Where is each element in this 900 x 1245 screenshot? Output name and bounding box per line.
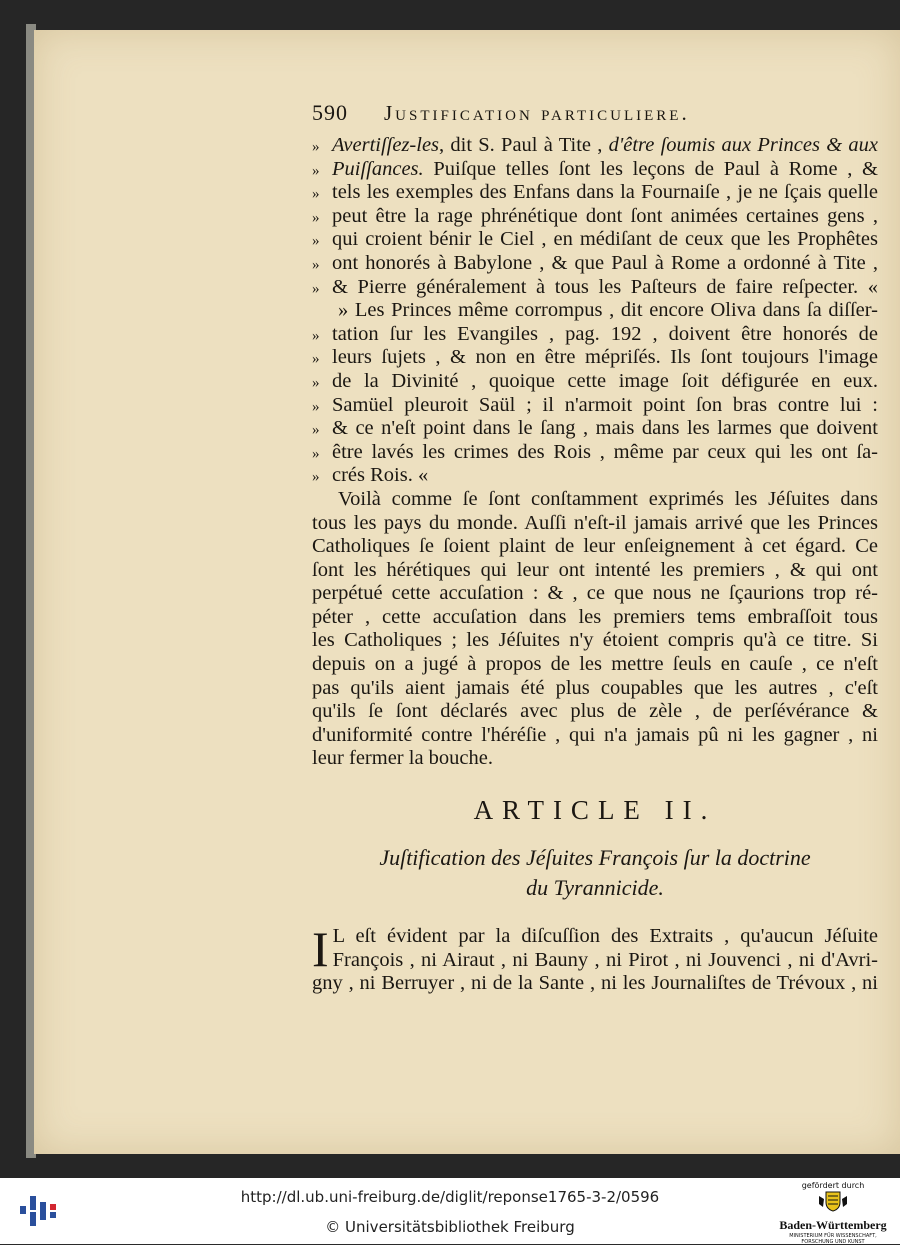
text-segment: qui croient bénir le Ciel , en médiſant de ceux que les Prophêtes — [332, 228, 878, 251]
quote-mark: » — [312, 162, 320, 179]
text-line — [312, 512, 878, 536]
text-segment: les Catholiques ; les Jéſuites n'y étoient compris qu'à ce titre. Si — [312, 629, 878, 652]
text-line — [312, 346, 878, 370]
viewer-footer — [0, 1178, 900, 1244]
quote-mark: » — [312, 445, 320, 462]
closing-line: gny , ni Berruyer , ni de la Sante , ni les Journaliſtes de Trévoux , ni — [312, 972, 878, 995]
text-line — [312, 488, 878, 512]
text-segment: leur fermer la bouche. — [312, 747, 493, 770]
text-line — [312, 228, 878, 252]
text-segment: & Pierre généralement à tous les Paſteurs de faire reſpecter. « — [332, 275, 878, 298]
closing-line: L eſt évident par la diſcuſſion des Extraits , qu'aucun Jéſuite — [332, 925, 878, 948]
text-line — [312, 653, 878, 677]
quote-mark: » — [312, 398, 320, 415]
text-line — [312, 299, 878, 323]
text-line — [312, 134, 878, 158]
drop-cap: I — [312, 921, 329, 978]
text-segment: Voilà comme ſe ſont conſtamment exprimés les Jéſuites dans — [338, 487, 878, 510]
text-segment: , dit S. Paul à Tite , — [439, 134, 609, 156]
page-text — [312, 100, 878, 996]
copyright-notice: © Universitätsbibliothek Freiburg — [325, 1218, 575, 1236]
text-segment: tation ſur les Evangiles , pag. 192 , doivent être honorés de — [332, 322, 878, 345]
text-segment: tous les pays du monde. Auſſi n'eſt-il jamais arrivé que les Princes — [312, 511, 878, 534]
text-segment: péter , cette accuſation dans les premiers tems embraſſoit tous — [312, 605, 878, 628]
text-segment: de la Divinité , quoique cette image ſoit défigurée en eux. — [332, 369, 878, 392]
text-line — [312, 629, 878, 653]
quote-mark: » — [312, 209, 320, 226]
text-segment: d'uniformité contre l'héréſie , qui n'a jamais pû ni les gagner , ni — [312, 723, 878, 746]
text-line — [312, 417, 878, 441]
sponsor-label: gefördert durch — [801, 1181, 865, 1190]
body-text — [312, 134, 878, 771]
text-segment: crés Rois. « — [332, 464, 429, 487]
page-number: 590 — [312, 100, 348, 125]
sponsor-ministry: MINISTERIUM FÜR WISSENSCHAFT, FORSCHUNG UND KUNST — [789, 1233, 877, 1245]
text-segment: être lavés les crimes des Rois , même par ceux qui les ont ſa- — [332, 440, 878, 463]
text-line — [312, 252, 878, 276]
text-line — [312, 181, 878, 205]
quote-mark: » — [312, 233, 320, 250]
text-segment: & ce n'eſt point dans le ſang , mais dans les larmes que doivent — [332, 417, 878, 440]
sponsor-block — [774, 1181, 892, 1245]
text-line — [312, 205, 878, 229]
article-subtitle-line-1: Juſtification des Jéſuites François ſur la doctrine — [379, 845, 811, 871]
quote-mark: » — [312, 139, 320, 155]
coat-of-arms-icon — [816, 1190, 850, 1212]
text-line — [312, 535, 878, 559]
text-line — [312, 394, 878, 418]
closing-paragraph — [312, 921, 878, 996]
text-segment: tels les exemples des Enfans dans la Fournaiſe , je ne ſçais quelle — [332, 181, 878, 204]
text-segment: peut être la rage phrénétique dont ſont animées certaines gens , — [332, 204, 878, 227]
quote-mark: » — [312, 256, 320, 273]
text-segment: pas qu'ils aient jamais été plus coupables que les autres , c'eſt — [312, 676, 878, 699]
text-line — [312, 724, 878, 748]
text-segment: depuis on a jugé à propos de les mettre ſeuls en cauſe , ce n'eſt — [312, 653, 878, 676]
text-line — [312, 747, 878, 771]
text-line — [312, 464, 878, 488]
quote-mark: » — [312, 422, 320, 439]
text-segment: » Les Princes même corrompus , dit encore Oliva dans ſa diſſer- — [338, 299, 878, 322]
quote-mark: » — [312, 351, 320, 368]
running-header — [312, 100, 878, 134]
text-line — [312, 276, 878, 300]
quote-mark: » — [312, 327, 320, 344]
quote-mark: » — [312, 374, 320, 391]
article-subtitle-line-2: du Tyrannicide. — [526, 875, 664, 901]
quote-mark: » — [312, 469, 320, 486]
article-heading: ARTICLE II. — [473, 795, 717, 826]
text-segment: ont honorés à Babylone , & que Paul à Rome a ordonné à Tite , — [332, 251, 878, 274]
quote-mark: » — [312, 186, 320, 203]
text-line — [312, 700, 878, 724]
text-segment: leurs ſujets , & non en être mépriſés. Ils ſont toujours l'image — [332, 346, 878, 369]
text-line — [312, 582, 878, 606]
text-segment: Puiſſances. — [332, 157, 424, 180]
running-title: Justification particuliere. — [384, 101, 690, 125]
document-url[interactable]: http://dl.ub.uni-freiburg.de/diglit/reponse1765-3-2/0596 — [240, 1188, 660, 1206]
quote-mark: » — [312, 280, 320, 297]
text-segment: Catholiques ſe ſoient plaint de leur enſeignement à cet égard. Ce — [312, 535, 878, 558]
sponsor-state: Baden-Württemberg — [779, 1218, 887, 1232]
text-segment: Samüel pleuroit Saül ; il n'armoit point ſon bras contre lui : — [332, 393, 878, 416]
text-segment: qu'ils ſe ſont déclarés avec plus de zèle , de perſévérance & — [312, 700, 878, 723]
closing-line: François , ni Airaut , ni Bauny , ni Pirot , ni Jouvenci , ni d'Avri- — [332, 948, 878, 971]
text-line — [312, 370, 878, 394]
text-line — [312, 559, 878, 583]
text-segment: d'être ſoumis aux Princes & aux — [608, 134, 878, 156]
text-segment: Puiſque telles ſont les leçons de Paul à Rome , & — [423, 157, 878, 180]
text-line — [312, 158, 878, 182]
text-segment: perpétué cette accuſation : & , ce que nous ne ſçaurions trop ré- — [312, 582, 878, 605]
text-line — [312, 441, 878, 465]
text-segment: Avertiſſez-les — [332, 134, 440, 156]
text-line — [312, 606, 878, 630]
text-line — [312, 323, 878, 347]
text-segment: ſont les hérétiques qui leur ont intenté les premiers , & qui ont — [312, 558, 878, 581]
text-line — [312, 677, 878, 701]
